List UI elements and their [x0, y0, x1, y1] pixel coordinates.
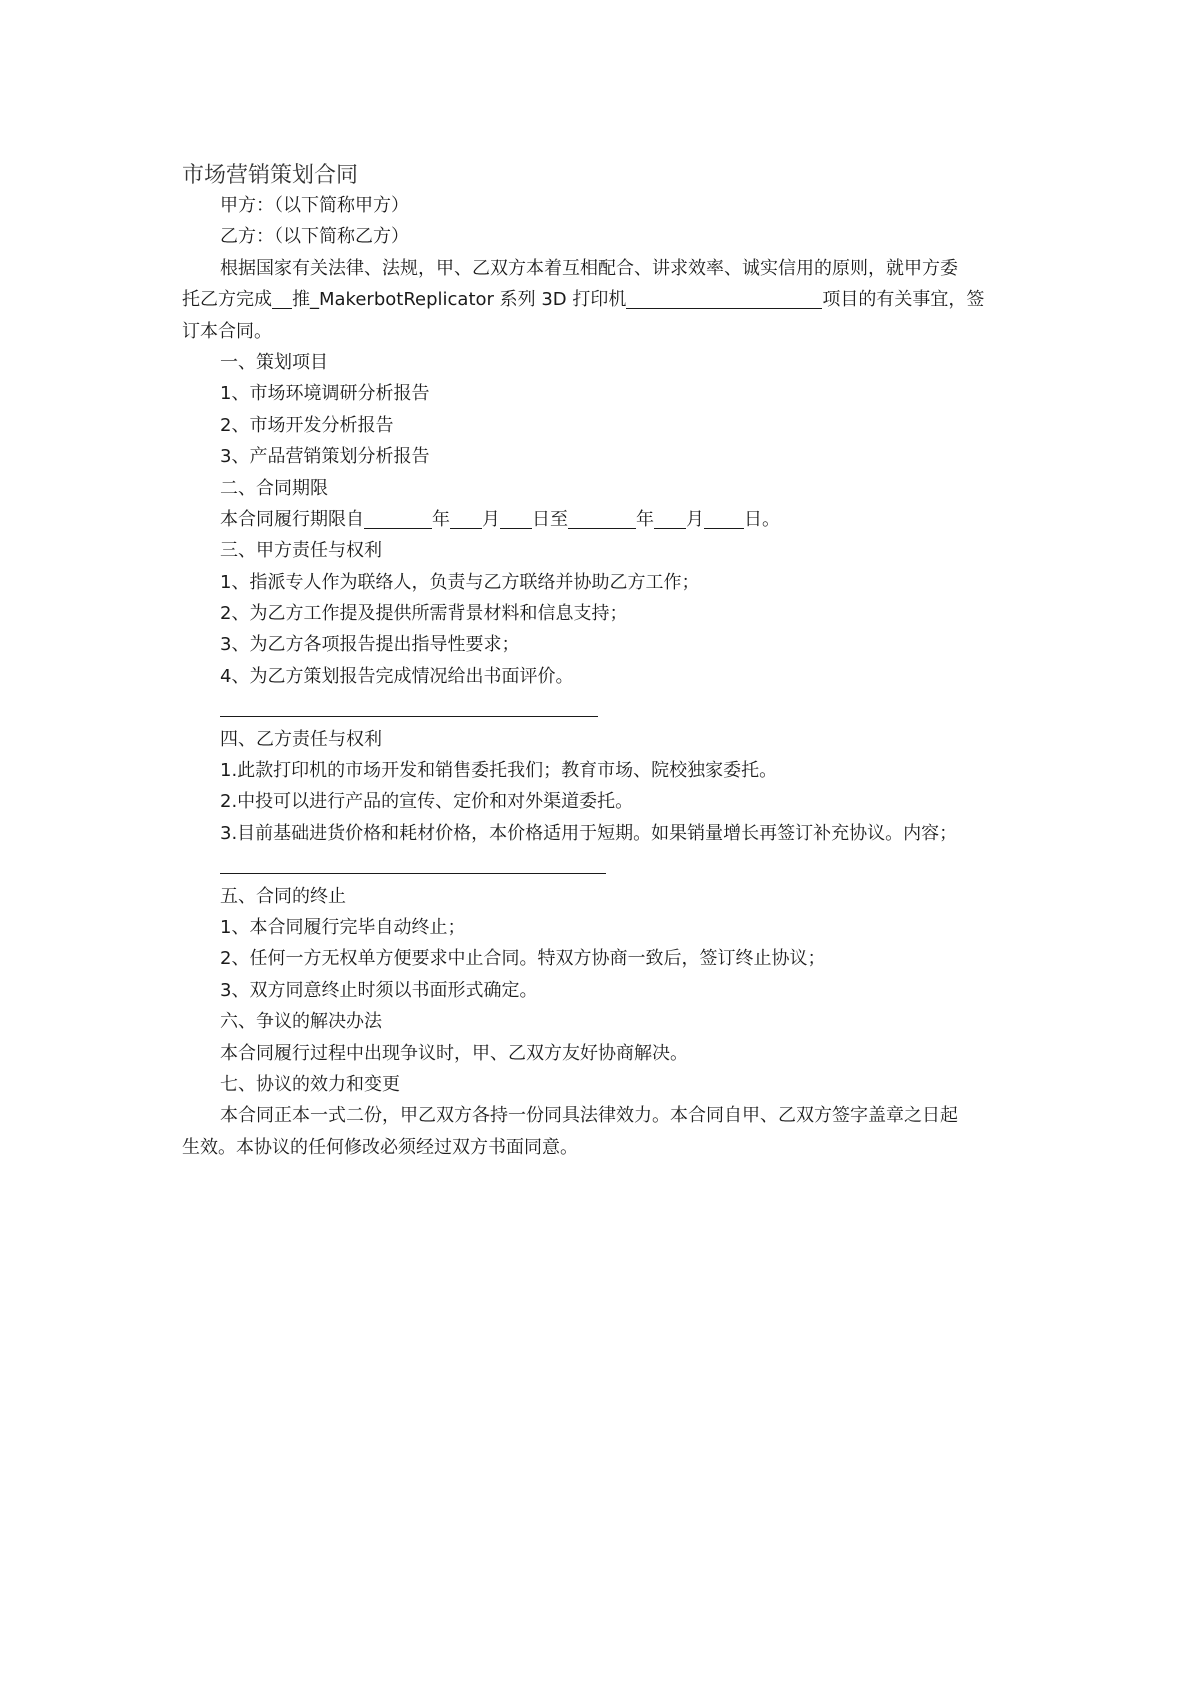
section-heading: 四、乙方责任与权利: [220, 728, 382, 750]
intro-prefix: 托乙方完成: [182, 289, 272, 311]
validity-line-2: 生效。本协议的任何修改必须经过双方书面同意。: [182, 1136, 578, 1158]
list-item: 3、为乙方各项报告提出指导性要求；: [220, 634, 520, 656]
validity-line-1: 本合同正本一式二份，甲乙双方各持一份同具法律效力。本合同自甲、乙双方签字盖章之日起: [220, 1105, 958, 1127]
dispute-text: 本合同履行过程中出现争议时，甲、乙双方友好协商解决。: [220, 1042, 688, 1064]
intro-suffix: 项目的有关事宜，签: [822, 289, 985, 311]
start-month-blank: [450, 508, 482, 529]
list-item: 3、双方同意终止时须以书面形式确定。: [220, 979, 538, 1001]
end-month-blank: [654, 508, 686, 529]
intro-line-3: 订本合同。: [182, 320, 272, 342]
list-item: 1、市场环境调研分析报告: [220, 383, 430, 405]
term-month-1: 月: [482, 508, 500, 530]
signature-line-1: [182, 692, 1012, 723]
list-item: 2.中投可以进行产品的宣传、定价和对外渠道委托。: [220, 791, 634, 813]
project-blank-2: [626, 288, 822, 309]
term-year-1: 年: [432, 508, 450, 530]
term-month-2: 月: [686, 508, 704, 530]
contract-term-line: [182, 504, 1012, 535]
intro-line-2: [182, 284, 1012, 315]
underline-rule: [220, 716, 598, 717]
term-day-end: 日。: [744, 508, 780, 530]
list-item: 1、本合同履行完毕自动终止；: [220, 916, 466, 938]
section-heading: 七、协议的效力和变更: [220, 1073, 400, 1095]
intro-project: 推_MakerbotReplicator 系列 3D 打印机: [292, 289, 627, 311]
section-heading: 五、合同的终止: [220, 885, 346, 907]
start-day-blank: [500, 508, 532, 529]
document-body: [182, 190, 1012, 1163]
section-heading: 一、策划项目: [220, 351, 328, 373]
underline-rule: [220, 873, 606, 874]
signature-line-2: [182, 849, 1012, 880]
section-heading: 二、合同期限: [220, 477, 328, 499]
term-year-2: 年: [636, 508, 654, 530]
term-prefix: 本合同履行期限自: [220, 508, 364, 530]
party-a-line: 甲方：（以下简称甲方）: [220, 195, 409, 216]
list-item: 3.目前基础进货价格和耗材价格，本价格适用于短期。如果销量增长再签订补充协议。内容；: [220, 822, 958, 844]
list-item: 1、指派专人作为联络人，负责与乙方联络并协助乙方工作；: [220, 571, 700, 593]
party-b-line: 乙方：（以下简称乙方）: [220, 226, 409, 248]
list-item: 2、任何一方无权单方便要求中止合同。特双方协商一致后，签订终止协议；: [220, 948, 826, 970]
section-heading: 六、争议的解决办法: [220, 1011, 382, 1033]
list-item: 2、为乙方工作提及提供所需背景材料和信息支持；: [220, 603, 628, 625]
document-title: 市场营销策划合同: [182, 163, 359, 188]
end-day-blank: [704, 508, 744, 529]
list-item: 4、为乙方策划报告完成情况给出书面评价。: [220, 665, 574, 687]
list-item: 3、产品营销策划分析报告: [220, 446, 430, 468]
start-year-blank: [364, 508, 432, 529]
list-item: 1.此款打印机的市场开发和销售委托我们；教育市场、院校独家委托。: [220, 760, 778, 782]
term-day-to: 日至: [532, 508, 568, 530]
intro-line-1: 根据国家有关法律、法规，甲、乙双方本着互相配合、讲求效率、诚实信用的原则，就甲方委: [220, 257, 958, 279]
project-blank-1: [272, 288, 292, 309]
end-year-blank: [568, 508, 636, 529]
list-item: 2、市场开发分析报告: [220, 414, 394, 436]
section-heading: 三、甲方责任与权利: [220, 540, 382, 562]
